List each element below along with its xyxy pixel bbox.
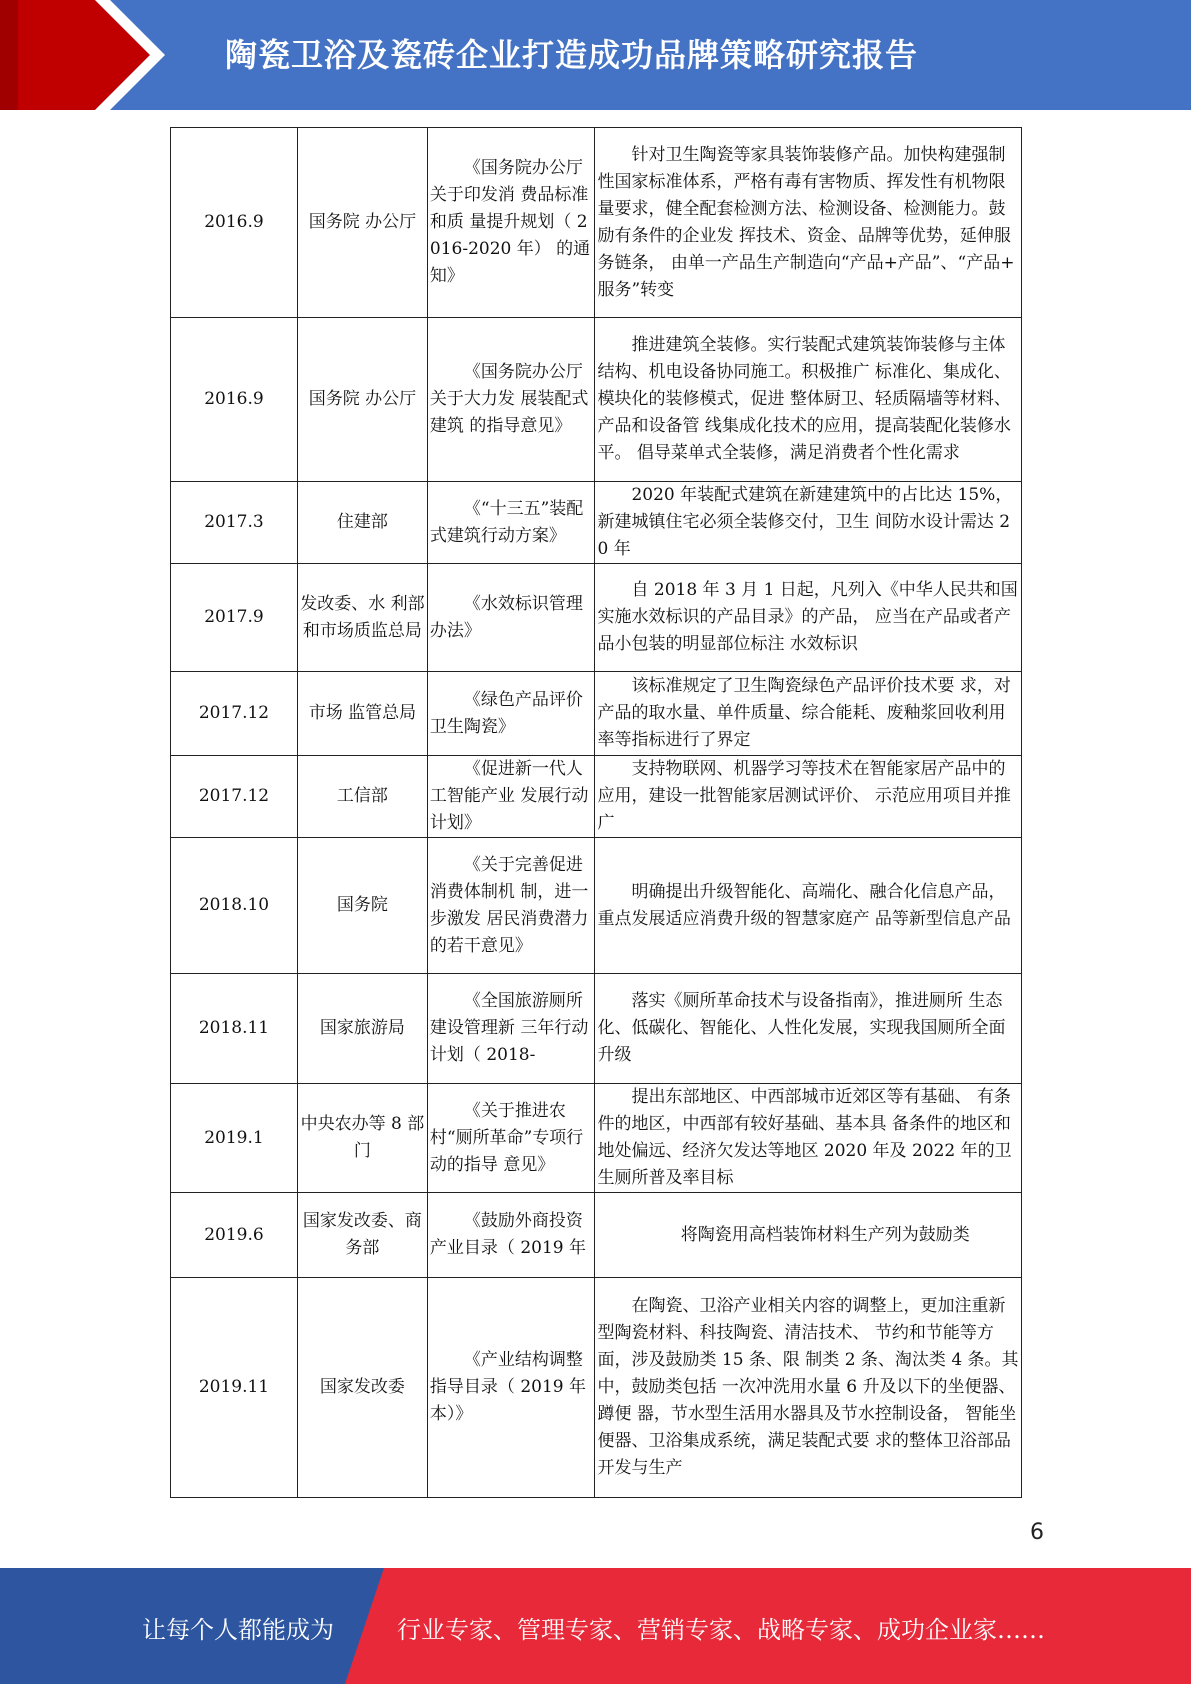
date-cell: 2017.9 bbox=[171, 564, 298, 672]
department-cell: 工信部 bbox=[297, 756, 427, 838]
policy-content-cell: 支持物联网、机器学习等技术在智能家居产品中的应用，建设一批智能家居测试评价、 示范应用项目并推广 bbox=[595, 756, 1022, 838]
date-cell: 2016.9 bbox=[171, 318, 298, 482]
table-row bbox=[171, 756, 1022, 838]
table-row bbox=[171, 1084, 1022, 1193]
policy-title-cell: 《“十三五”装配 式建筑行动方案》 bbox=[427, 482, 595, 564]
date-cell: 2019.11 bbox=[171, 1278, 298, 1498]
page-number: 6 bbox=[1030, 1520, 1044, 1545]
footer-slogan-right: 行业专家、管理专家、营销专家、战略专家、成功企业家…… bbox=[397, 1616, 1045, 1644]
policy-content-cell: 推进建筑全装修。实行装配式建筑装饰装修与主体结构、机电设备协同施工。积极推广 标准化、集成化、模块化的装修模式，促进 整体厨卫、轻质隔墙等材料、产品和设备管 线集成化技术的应用，提高装配化装修水平。 倡导菜单式全装修，满足消费者个性化需求 bbox=[595, 318, 1022, 482]
policy-title-cell: 《水效标识管理办法》 bbox=[427, 564, 595, 672]
policy-title-cell: 《促进新一代人工智能产业 发展行动计划》 bbox=[427, 756, 595, 838]
department-cell: 住建部 bbox=[297, 482, 427, 564]
table-row bbox=[171, 318, 1022, 482]
table-row bbox=[171, 1193, 1022, 1278]
policy-title-cell: 《关于推进农村“厕所革命”专项行动的指导 意见》 bbox=[427, 1084, 595, 1193]
page-header bbox=[0, 0, 1191, 110]
department-cell: 国家旅游局 bbox=[297, 974, 427, 1084]
policy-table bbox=[170, 127, 1022, 1498]
report-title: 陶瓷卫浴及瓷砖企业打造成功品牌策略研究报告 bbox=[225, 36, 919, 74]
date-cell: 2018.10 bbox=[171, 838, 298, 974]
policy-title-cell: 《国务院办公厅关于印发消 费品标准和质 量提升规划（ 2016-2020 年） 的通知》 bbox=[427, 128, 595, 318]
date-cell: 2017.12 bbox=[171, 756, 298, 838]
date-cell: 2018.11 bbox=[171, 974, 298, 1084]
department-cell: 国务院 bbox=[297, 838, 427, 974]
date-cell: 2016.9 bbox=[171, 128, 298, 318]
policy-content-cell: 将陶瓷用高档装饰材料生产列为鼓励类 bbox=[595, 1193, 1022, 1278]
date-cell: 2019.1 bbox=[171, 1084, 298, 1193]
policy-content-cell: 在陶瓷、卫浴产业相关内容的调整上，更加注重新型陶瓷材料、科技陶瓷、清洁技术、 节约和节能等方面，涉及鼓励类 15 条、限 制类 2 条、淘汰类 4 条。其中，鼓励类包括 一次冲洗用水量 6 升及以下的坐便器、蹲便 器，节水型生活用水器具及节水控制设备， 智能坐便器、卫浴集成系统，满足装配式要 求的整体卫浴部品开发与生产 bbox=[595, 1278, 1022, 1498]
policy-content-cell: 2020 年装配式建筑在新建建筑中的占比达 15%，新建城镇住宅必须全装修交付，卫生 间防水设计需达 20 年 bbox=[595, 482, 1022, 564]
table-row bbox=[171, 974, 1022, 1084]
table-row bbox=[171, 672, 1022, 756]
table-row bbox=[171, 482, 1022, 564]
table-row bbox=[171, 564, 1022, 672]
date-cell: 2019.6 bbox=[171, 1193, 298, 1278]
policy-content-cell: 落实《厕所革命技术与设备指南》，推进厕所 生态化、低碳化、智能化、人性化发展，实现我国厕所全面升级 bbox=[595, 974, 1022, 1084]
department-cell: 中央农办等 8 部门 bbox=[297, 1084, 427, 1193]
policy-title-cell: 《产业结构调整指导目录（ 2019 年本）》 bbox=[427, 1278, 595, 1498]
table-row bbox=[171, 1278, 1022, 1498]
policy-content-cell: 自 2018 年 3 月 1 日起，凡列入《中华人民共和国实施水效标识的产品目录》的产品， 应当在产品或者产品小包装的明显部位标注 水效标识 bbox=[595, 564, 1022, 672]
department-cell: 国家发改委 bbox=[297, 1278, 427, 1498]
policy-title-cell: 《国务院办公厅关于大力发 展装配式建筑 的指导意见》 bbox=[427, 318, 595, 482]
page-footer bbox=[0, 1568, 1191, 1684]
policy-title-cell: 《鼓励外商投资产业目录（ 2019 年 bbox=[427, 1193, 595, 1278]
policy-content-cell: 提出东部地区、中西部城市近郊区等有基础、 有条件的地区，中西部有较好基础、基本具 备条件的地区和地处偏远、经济欠发达等地区 2020 年及 2022 年的卫生厕所普及率目标 bbox=[595, 1084, 1022, 1193]
table-row bbox=[171, 128, 1022, 318]
footer-slogan-left: 让每个人都能成为 bbox=[142, 1616, 334, 1644]
table-row bbox=[171, 838, 1022, 974]
policy-content-cell: 明确提出升级智能化、高端化、融合化信息产品，重点发展适应消费升级的智慧家庭产 品等新型信息产品 bbox=[595, 838, 1022, 974]
department-cell: 市场 监管总局 bbox=[297, 672, 427, 756]
policy-title-cell: 《全国旅游厕所建设管理新 三年行动计划（ 2018- bbox=[427, 974, 595, 1084]
date-cell: 2017.3 bbox=[171, 482, 298, 564]
policy-content-cell: 针对卫生陶瓷等家具装饰装修产品。加快构建强制性国家标准体系，严格有毒有害物质、挥发性有机物限量要求，健全配套检测方法、检测设备、检测能力。鼓励有条件的企业发 挥技术、资金、品牌等优势，延伸服务链条， 由单一产品生产制造向“产品+产品”、“产品+ 服务”转变 bbox=[595, 128, 1022, 318]
department-cell: 国务院 办公厅 bbox=[297, 128, 427, 318]
department-cell: 发改委、水 利部和市场质监总局 bbox=[297, 564, 427, 672]
policy-content-cell: 该标准规定了卫生陶瓷绿色产品评价技术要 求，对产品的取水量、单件质量、综合能耗、废釉浆回收利用率等指标进行了界定 bbox=[595, 672, 1022, 756]
department-cell: 国家发改委、商务部 bbox=[297, 1193, 427, 1278]
department-cell: 国务院 办公厅 bbox=[297, 318, 427, 482]
policy-title-cell: 《绿色产品评价卫生陶瓷》 bbox=[427, 672, 595, 756]
date-cell: 2017.12 bbox=[171, 672, 298, 756]
policy-title-cell: 《关于完善促进消费体制机 制，进一步激发 居民消费潜力 的若干意见》 bbox=[427, 838, 595, 974]
